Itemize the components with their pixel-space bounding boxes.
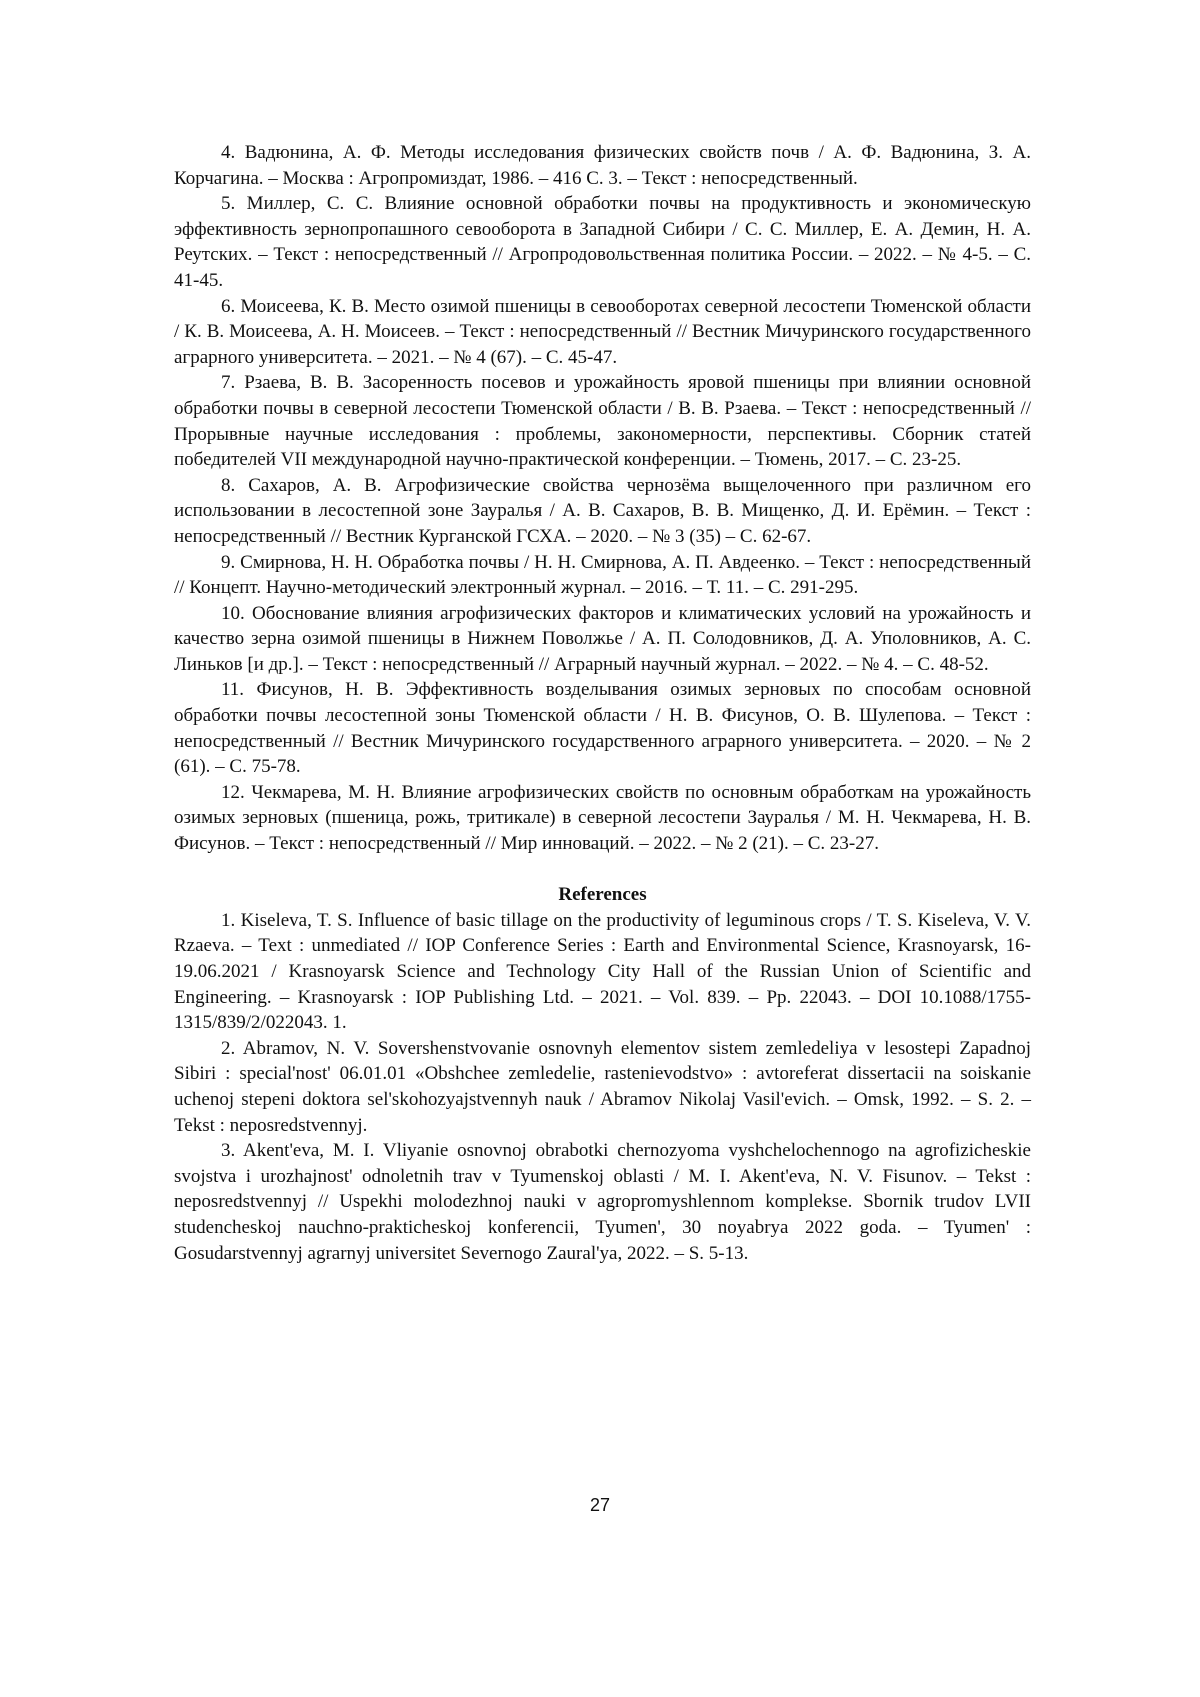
reference-entry: 9. Смирнова, Н. Н. Обработка почвы / Н. Н. Смирнова, А. П. Авдеенко. – Текст : непосредственный // Концепт. Научно-методический электронный журнал. – 2016. – Т. 11. – С. 291-295. xyxy=(174,550,1031,601)
references-heading: References xyxy=(174,882,1031,908)
english-reference-list xyxy=(174,908,1031,1266)
reference-entry: 5. Миллер, С. С. Влияние основной обработки почвы на продуктивность и эконо­мическую эффективность зернопропашного севооборота в Западной Сибири / С. С. Мил­лер, Е. А. Демин, Н. А. Реутских. – Текст : непосредственный // Агропродовольственная политика России. – 2022. – № 4-5. – С. 41-45. xyxy=(174,191,1031,293)
page-content xyxy=(174,140,1031,1266)
reference-entry: 3. Akent'eva, M. I. Vliyanie osnovnoj obrabotki chernozyoma vyshchelochennogo na ag­rofizicheskie svojstva i urozhajnost' odnoletnih trav v Tyumenskoj oblasti / M. I. Akent'eva, N. V. Fisunov. – Tekst : neposredstvennyj // Uspekhi molodezhnoj nauki v agropromyshlennom komplekse. Sbornik trudov LVII studencheskoj nauchno-prakticheskoj konferencii, Tyumen', 30 noyabrya 2022 goda. – Tyumen' : Gosudarstvennyj agrarnyj universitet Severnogo Zaural'ya, 2022. – S. 5-13. xyxy=(174,1138,1031,1266)
reference-entry: 6. Моисеева, К. В. Место озимой пшеницы в севооборотах северной лесостепи Тю­менской области / К. В. Моисеева, А. Н. Моисеев. – Текст : непосредственный // Вестник Мичуринского государственного аграрного университета. – 2021. – № 4 (67). – С. 45-47. xyxy=(174,294,1031,371)
reference-entry: 2. Abramov, N. V. Sovershenstvovanie osnovnyh elementov sistem zemledeliya v lesostepi Zapadnoj Sibiri : special'nost' 06.01.01 «Obshchee zemledelie, rastenievodstvo» : avtoreferat dissertacii na soiskanie uchenoj stepeni doktora sel'skohozyajstvennyh nauk / Abramov Nikolaj Vasil'evich. – Omsk, 1992. – S. 2. – Tekst : neposredstvennyj. xyxy=(174,1036,1031,1138)
reference-entry: 11. Фисунов, Н. В. Эффективность возделывания озимых зерновых по способам основной обработки почвы лесостепной зоны Тюменской области / Н. В. Фисунов, О. В. Шулепова. – Текст : непосредственный // Вестник Мичуринского государственного аг­рарного университета. – 2020. – № 2 (61). – С. 75-78. xyxy=(174,677,1031,779)
reference-entry: 7. Рзаева, В. В. Засоренность посевов и урожайность яровой пшеницы при влиянии основной обработки почвы в северной лесостепи Тюменской области / В. В. Рзаева. – Текст : непосредственный // Прорывные научные исследования : проблемы, закономер­ности, перспективы. Сборник статей победителей VII международной научно-практической конференции. – Тюмень, 2017. – С. 23-25. xyxy=(174,370,1031,472)
russian-reference-list xyxy=(174,140,1031,857)
reference-entry: 4. Вадюнина, А. Ф. Методы исследования физических свойств почв / А. Ф. Вадю­нина, З. А. Корчагина. – Москва : Агропромиздат, 1986. – 416 С. 3. – Текст : непосред­ственный. xyxy=(174,140,1031,191)
page-number: 27 xyxy=(0,1494,1200,1516)
reference-entry: 10. Обоснование влияния агрофизических факторов и климатических условий на урожайность и качество зерна озимой пшеницы в Нижнем Поволжье / А. П. Солодовни­ков, Д. А. Уполовников, А. С. Линьков [и др.]. – Текст : непосредственный // Аграрный научный журнал. – 2022. – № 4. – С. 48-52. xyxy=(174,601,1031,678)
reference-entry: 1. Kiseleva, T. S. Influence of basic tillage on the productivity of leguminous crops / T. S. Kiseleva, V. V. Rzaeva. – Text : unmediated // IOP Conference Series : Earth and Environ­mental Science, Krasnoyarsk, 16-19.06.2021 / Krasnoyarsk Science and Technology City Hall of the Russian Union of Scientific and Engineering. – Krasnoyarsk : IOP Publishing Ltd. – 2021. – Vol. 839. – Pp. 22043. – DOI 10.1088/1755-1315/839/2/022043. 1. xyxy=(174,908,1031,1036)
reference-entry: 8. Сахаров, А. В. Агрофизические свойства чернозёма выщелоченного при различ­ном его использовании в лесостепной зоне Зауралья / А. В. Сахаров, В. В. Мищенко, Д. И. Ерёмин. – Текст : непосредственный // Вестник Курганской ГСХА. – 2020. – № 3 (35) – С. 62-67. xyxy=(174,473,1031,550)
reference-entry: 12. Чекмарева, М. Н. Влияние агрофизических свойств по основным обработкам на урожайность озимых зерновых (пшеница, рожь, тритикале) в северной лесостепи За­уралья / М. Н. Чекмарева, Н. В. Фисунов. – Текст : непосредственный // Мир инноваций. – 2022. – № 2 (21). – С. 23-27. xyxy=(174,780,1031,857)
